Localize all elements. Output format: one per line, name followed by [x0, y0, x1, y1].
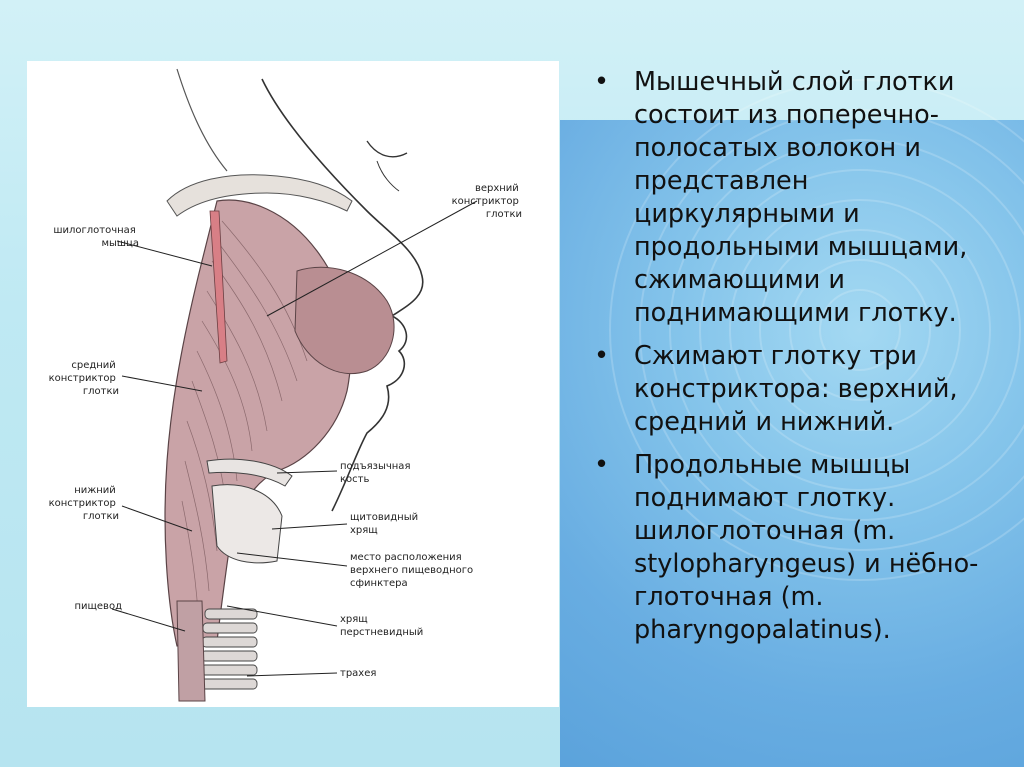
thyroid-cartilage [212, 485, 282, 563]
bullet-text: Продольные мышцы поднимают глотку. шилоглоточная (m. stylopharyngeus) и нёбно-глоточная (m. pharyngopalatinus). [634, 450, 979, 645]
label-upper-esophageal-sphincter: место расположения верхнего пищеводного сфинктера [350, 552, 474, 589]
label-upper-constrictor: верхний констриктор глотки [451, 183, 522, 220]
label-stylopharyngeus: шилоглоточная мышца [53, 225, 139, 249]
label-thyroid-cartilage: щитовидный хрящ [350, 512, 419, 536]
label-hyoid-bone: подъязычная кость [340, 461, 411, 485]
bullet-item [590, 66, 1010, 330]
pharynx-muscles-figure [27, 61, 559, 707]
bullet-item [590, 449, 1010, 647]
esophagus-tube [177, 601, 205, 701]
label-middle-constrictor: средний констриктор глотки [48, 360, 119, 397]
eye-outline [367, 141, 407, 157]
label-trachea: трахея [340, 668, 377, 679]
bullet-marker: • [594, 341, 610, 371]
bullet-marker: • [594, 67, 610, 97]
bullet-text: Сжимают глотку три констриктора: верхний, средний и нижний. [634, 341, 958, 437]
bullet-text: Мышечный слой глотки состоит из поперечно-полосатых волокон и представлен циркулярными и продольными мышцами, сжимающими и поднимающими глотку. [634, 67, 968, 328]
label-esophagus: пищевод [74, 601, 122, 612]
label-cricoid-cartilage: хрящ перстневидный [340, 614, 424, 638]
label-inferior-constrictor: нижний констриктор глотки [48, 485, 119, 522]
bullet-marker: • [594, 450, 610, 480]
bullet-item [590, 340, 1010, 439]
bullet-list [590, 66, 1010, 657]
